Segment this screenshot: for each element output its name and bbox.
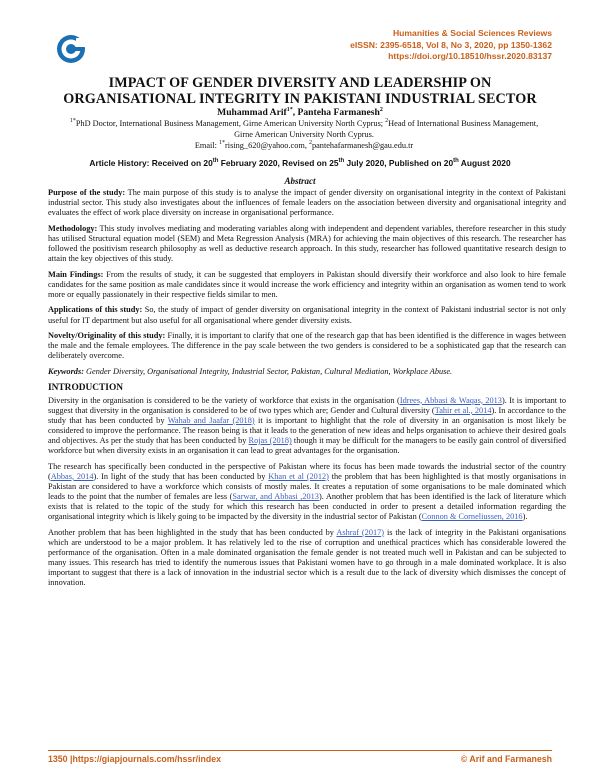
author-separator: ,	[292, 107, 298, 118]
affiliation	[60, 118, 548, 151]
email-2[interactable]: pantehafarmanesh@gau.edu.tr	[311, 141, 414, 150]
history-sup-3: th	[453, 158, 459, 165]
affil-sup-1: 1*	[69, 118, 76, 125]
citation-link[interactable]: Tahir et al., 2014	[434, 405, 492, 415]
author-2-sup: 2	[379, 106, 383, 113]
history-part-4: August 2020	[458, 158, 511, 168]
intro-text: it is important to highlight that the role of diversity in an organisation is most likely be considered to improve the performance. The reason being is that it leads to the generation of new ideas and helps organisation to achieve their desired goals and objectives. As per the study that has been conducted by	[48, 415, 566, 445]
affil-sup-2: 2	[385, 118, 389, 125]
intro-paragraph-3	[48, 528, 566, 589]
findings-paragraph	[48, 270, 566, 300]
intro-paragraph-2	[48, 462, 566, 523]
citation-link[interactable]: Connon & Corneliussen, 2016	[421, 512, 523, 522]
author-2: Panteha Farmanesh	[297, 107, 380, 118]
citation-link[interactable]: Rojas (2018)	[248, 435, 292, 445]
email-line	[60, 140, 548, 151]
email-sup-1: 1*	[219, 140, 226, 147]
purpose-text: The main purpose of this study is to analyse the impact of gender diversity on organisational integrity in the context of Pakistani industrial sector. This study also investigates about the influences of female leaders on the association between diversity and organisational integrity and evaluates the effect of work place diversity on increase in organisational performance.	[48, 188, 566, 218]
author-line	[48, 107, 552, 118]
journal-header	[350, 28, 552, 63]
methodology-label: Methodology:	[48, 223, 98, 233]
footer-divider	[48, 750, 552, 751]
novelty-paragraph	[48, 331, 566, 361]
issn-line: eISSN: 2395-6518, Vol 8, No 3, 2020, pp 1350-1362	[350, 39, 552, 50]
novelty-label: Novelty/Originality of this study:	[48, 331, 166, 341]
keywords-paragraph	[48, 367, 566, 377]
email-sup-2: 2	[308, 140, 312, 147]
novelty-text: Finally, it is important to clarify that one of the research gap that has been identified is the difference in wages between the male and the female employees. The difference in the pay scale between the two genders is considered to be a sophisticated gap that the research can deliberately overcome.	[48, 331, 566, 361]
history-part-1: Article History: Received on 20	[89, 158, 213, 168]
history-part-3: July 2020, Published on 20	[344, 158, 454, 168]
methodology-paragraph	[48, 224, 566, 264]
intro-text: ). In light of the study that has been conducted by	[93, 471, 269, 481]
footer-copyright: © Arif and Farmanesh	[460, 754, 552, 764]
author-1-sup: 1*	[286, 106, 293, 113]
methodology-text: This study involves mediating and moderating variables along with independent and dependent variables, therefore researcher in this study has utilised Structural equation model (SEM) and Meta Regression Analysis (MRA) for achieving the main objectives of this research. The researcher has followed the positivism research philosophy as well as deductive research approach. In this study, researcher has followed quantitative research design to attain the key objectives of this study.	[48, 223, 566, 264]
intro-text: Another problem that has been highlighted in the study that has been conducted by	[48, 527, 337, 537]
applications-paragraph	[48, 305, 566, 325]
email-1[interactable]: rising_620@yahoo.com,	[225, 141, 309, 150]
citation-link[interactable]: Sarwar, and Abbasi ,2013	[232, 491, 319, 501]
journal-name: Humanities & Social Sciences Reviews	[392, 28, 552, 38]
citation-link[interactable]: Khan et al (2012)	[268, 471, 329, 481]
intro-text: ). Another problem that has been identified is the lack of literature which exists that is related to the topic of the study for which this research has been conducted in order to present a detailed information regarding the organisational integrity which is likely going to be impacted by the diversity in the industrial sector of Pakistan (	[48, 491, 567, 522]
keywords-text: Gender Diversity, Organisational Integrity, Industrial Sector, Pakistan, Cultural Mediation, Workplace Abuse.	[83, 366, 453, 376]
intro-text: the problem that has been highlighted is that mostly organisations in Pakistan are considered to have a workforce which consists of mostly males. It creates a reputation of some organisations to be male dominated which leads to the point that the number of females are less (	[48, 471, 567, 501]
findings-label: Main Findings:	[48, 269, 104, 279]
title-line-2: ORGANISATIONAL INTEGRITY IN PAKISTANI INDUSTRIAL SECTOR	[63, 90, 537, 107]
intro-text: though it may be difficult for the managers to be easily gain control of diversified workforce but when diversity exists in an organisation it can lead to great advantages for the organisation.	[48, 435, 566, 456]
intro-text: ).	[522, 512, 528, 522]
intro-text: is the lack of integrity in the Pakistani organisations which are understood to be a major problem. It has relatively led to the rise of corruption and unethical practices which has considerable lowered the performance of the organisation. Often in a male dominated organisation the female gender is not treated much well in Pakistan and can be subjected to many issues. This research has tried to identify the numerous issues that Pakistani women have to go through in a male dominated workplace. It is also important to suggest that there is a lack of innovation in the industrial sector which is a result due to the lack of diversity which dismisses the concept of innovation.	[48, 527, 566, 588]
history-sup-2: th	[338, 158, 345, 165]
doi-link[interactable]: https://doi.org/10.18510/hssr.2020.83137	[388, 51, 552, 62]
footer-page-and-url[interactable]: 1350 |https://giapjournals.com/hssr/index	[48, 754, 222, 764]
keywords-label: Keywords:	[48, 366, 84, 376]
intro-text: ). In accordance to the study that has been conducted by	[48, 405, 566, 425]
email-label: Email:	[194, 141, 220, 150]
intro-text: ). It is important to suggest that diversity in the organisation is considered to be of two types which are; Gender and Cultural diversity (	[48, 395, 566, 415]
findings-text: From the results of study, it can be suggested that employers in Pakistan should diversify their workforce and also look to hire female candidates for the same position as male candidates since it would increase the work efficiency and integrity within an organisation as women tend to work more or equally passionately in their respective fields similar to men.	[48, 269, 567, 299]
abstract-heading: Abstract	[284, 176, 316, 186]
paper-body	[48, 188, 566, 594]
applications-label: Applications of this study:	[48, 305, 143, 315]
affil-text-2: Head of International Business Management, Girne American University North Cyprus.	[234, 119, 539, 139]
journal-logo-g-icon	[56, 34, 86, 64]
citation-link[interactable]: Idrees, Abbasi & Waqas, 2013	[399, 395, 502, 405]
citation-link[interactable]: Wahab and Jaafar (2018)	[167, 415, 255, 425]
purpose-label: Purpose of the study:	[48, 188, 126, 197]
title-line-1: IMPACT OF GENDER DIVERSITY AND LEADERSHIP ON	[108, 75, 492, 91]
purpose-paragraph	[48, 188, 566, 218]
affiliation-text	[60, 118, 548, 140]
citation-link[interactable]: Abbas, 2014	[50, 471, 94, 481]
article-history	[48, 158, 552, 168]
intro-text: The research has specifically been conducted in the perspective of Pakistan where its focus has been made towards the industrial sector of the country (	[48, 461, 566, 481]
history-part-2: February 2020, Revised on 25	[218, 158, 339, 168]
intro-paragraph-1	[48, 396, 566, 457]
citation-link[interactable]: Ashraf (2017)	[336, 527, 385, 537]
applications-text: So, the study of impact of gender diversity on organisational integrity in the context of Pakistani industrial sector is not only useful for IT department but also useful for all organisational where gender diversity exists.	[48, 305, 566, 325]
intro-text: Diversity in the organisation is considered to be the variety of workforce that exists in the organisation (	[48, 395, 400, 405]
author-1: Muhammad Arif	[217, 107, 287, 118]
history-sup-1: th	[212, 158, 219, 165]
introduction-heading: INTRODUCTION	[48, 382, 124, 393]
paper-title	[48, 76, 552, 107]
affil-text-1: PhD Doctor, International Business Management, Girne American University North Cyprus;	[75, 119, 386, 128]
